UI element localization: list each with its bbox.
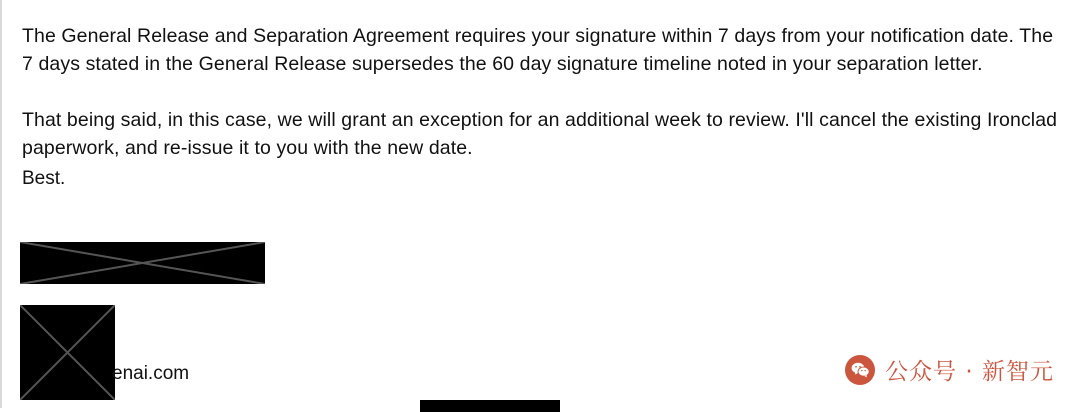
watermark: [845, 353, 1054, 386]
wechat-icon: [845, 355, 875, 385]
watermark-text: 公众号 · 新智元: [885, 359, 1054, 385]
email-body: [22, 22, 1062, 192]
redaction-x-icon: [20, 242, 265, 284]
paragraph-1: The General Release and Separation Agreement requires your signature within 7 days from your notification date. The 7 days stated in the General Release supersedes the 60 day signature timeline noted in your separation letter.: [22, 25, 1054, 75]
signoff-text: Best.: [22, 168, 66, 189]
avatar-redaction: [20, 305, 115, 400]
paragraph-2: That being said, in this case, we will grant an exception for an additional week to review. I'll cancel the existing Ironclad paperwork, and re-issue it to you with the new date.: [22, 109, 1058, 159]
email-address-fragment: enai.com: [112, 363, 190, 384]
bottom-redaction: [420, 400, 560, 412]
sender-name-redaction: [20, 242, 265, 284]
redaction-x-icon: [20, 305, 115, 400]
quote-left-rule: [0, 0, 2, 408]
